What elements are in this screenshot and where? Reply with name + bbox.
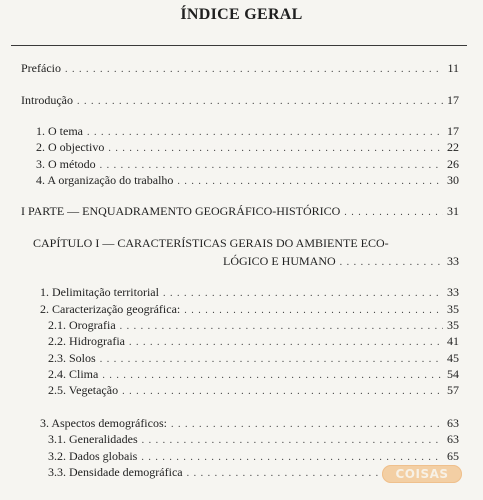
toc-label: 2.1. Orografia [48, 318, 116, 332]
header-rule [11, 45, 467, 46]
toc-entry-dados-globais [48, 449, 459, 465]
dot-leader [344, 206, 443, 220]
toc-entry-hidrografia [48, 334, 459, 350]
dot-leader [163, 287, 443, 301]
toc-page-number: 30 [447, 173, 459, 187]
toc-entry-introducao [21, 93, 459, 109]
toc-entry-o-tema [36, 124, 459, 140]
dot-leader [65, 63, 443, 77]
toc-entry-orografia [48, 318, 459, 334]
toc-page-number: 63 [447, 432, 459, 446]
dot-leader [100, 353, 443, 367]
toc-page-number: 17 [447, 93, 459, 107]
toc-page-number: 33 [447, 254, 459, 268]
toc-entry-organizacao [36, 173, 459, 189]
toc-label: 1. O tema [36, 124, 83, 138]
toc-label: 2.5. Vegetação [48, 383, 119, 397]
toc-entry-prefacio [21, 61, 459, 77]
toc-chapter-line-2: LÓGICO E HUMANO [223, 254, 336, 268]
toc-label: 2.2. Hidrografia [48, 334, 125, 348]
toc-entry-parte-1 [21, 204, 459, 220]
toc-label: Prefácio [21, 61, 61, 75]
toc-page-number: 35 [447, 302, 459, 316]
toc-label: 1. Delimitação territorial [40, 285, 159, 299]
dot-leader [171, 418, 443, 432]
toc-label: 3. Aspectos demográficos: [40, 416, 167, 430]
toc-page-number: 54 [447, 367, 459, 381]
dot-leader [120, 320, 443, 334]
toc-page-number: 11 [447, 61, 459, 75]
toc-page-number: 31 [447, 204, 459, 218]
dot-leader [177, 175, 443, 189]
dot-leader [129, 336, 443, 350]
toc-entry-vegetacao [48, 383, 459, 399]
dot-leader [184, 304, 443, 318]
toc-page-number: 22 [447, 140, 459, 154]
toc-label: 3. O método [36, 157, 96, 171]
toc-entry-solos [48, 351, 459, 367]
toc-label: 3.1. Generalidades [48, 432, 138, 446]
dot-leader [340, 256, 443, 270]
watermark-logo: COISAS [382, 465, 462, 483]
toc-page-number: 57 [447, 383, 459, 397]
dot-leader [77, 95, 443, 109]
toc-label: 2. Caracterização geográfica: [40, 302, 181, 316]
toc-page-number: 35 [447, 318, 459, 332]
toc-page-number: 45 [447, 351, 459, 365]
toc-entry-caracterizacao [40, 302, 459, 318]
toc-label: 4. A organização do trabalho [36, 173, 174, 187]
toc-entry-aspectos [40, 416, 459, 432]
toc-entry-o-objectivo [36, 140, 459, 156]
toc-label: I PARTE — ENQUADRAMENTO GEOGRÁFICO-HISTÓRICO [21, 204, 341, 218]
toc-entry-generalidades [48, 432, 459, 448]
toc-page-number: 17 [447, 124, 459, 138]
toc-entry-o-metodo [36, 157, 459, 173]
page-title: ÍNDICE GERAL [180, 6, 303, 23]
dot-leader [142, 434, 443, 448]
dot-leader [122, 385, 443, 399]
dot-leader [100, 159, 443, 173]
toc-page-number: 26 [447, 157, 459, 171]
toc-label: 2.4. Clima [48, 367, 99, 381]
toc-page-number: 65 [447, 449, 459, 463]
toc-label: 2.3. Solos [48, 351, 96, 365]
dot-leader [87, 126, 443, 140]
toc-entry-capitulo-1 [223, 254, 459, 270]
toc-entry-clima [48, 367, 459, 383]
toc-label: Introdução [21, 93, 73, 107]
toc-chapter-line-1: CAPÍTULO I — CARACTERÍSTICAS GERAIS DO AMBIENTE ECO- [33, 236, 389, 250]
toc-page-number: 63 [447, 416, 459, 430]
dot-leader [108, 142, 443, 156]
dot-leader [102, 369, 443, 383]
toc-page-number: 41 [447, 334, 459, 348]
toc-label: 3.2. Dados globais [48, 449, 138, 463]
toc-label: 3.3. Densidade demográfica [48, 465, 183, 479]
toc-entry-delimitacao [40, 285, 459, 301]
toc-page-number: 33 [447, 285, 459, 299]
dot-leader [141, 451, 443, 465]
toc-label: 2. O objectivo [36, 140, 105, 154]
